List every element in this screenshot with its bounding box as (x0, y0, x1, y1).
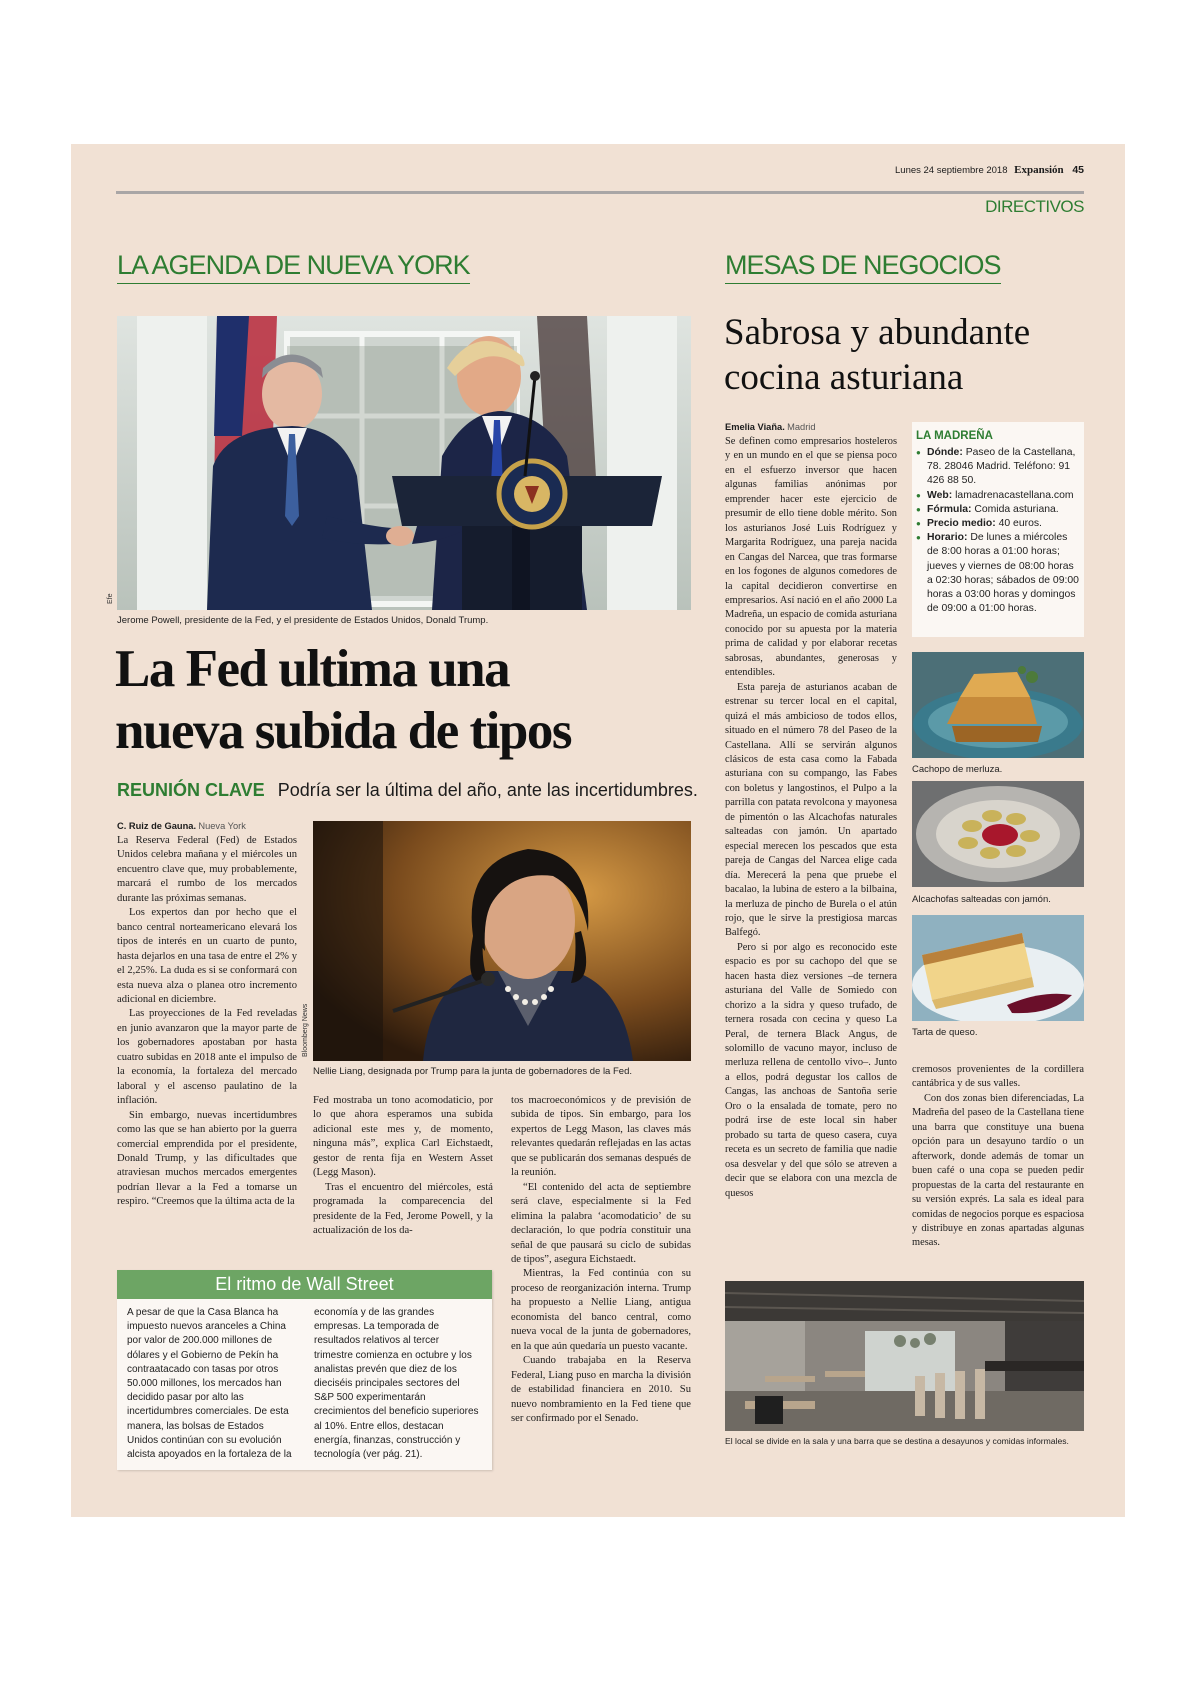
alcachofas-image (912, 781, 1084, 887)
header-date: Lunes 24 septiembre 2018 (895, 165, 1008, 176)
interior-image (725, 1281, 1084, 1431)
interior-caption: El local se divide en la sala y una barra que se destina a desayunos y comidas informales. (725, 1436, 1069, 1446)
right-headline (724, 310, 1030, 400)
right-col1-p3: Pero si por algo es reconocido este espacio es por su cachopo del que se hacen hasta diez versiones –de ternera asturiana del Valle de Somiedo con chorizo a la sidra y queso trufado, de ternera rosada con cecina y queso La Peral, de ternera Black Angus, de solomillo de vacuno mayor, incluso de merluza rellena de centollo vivo–. Junto a ellos, podrá degustar los callos de Cangas, las anchoas de Santoña serie Oro o la ensalada de tomate, pero no podrá irse de este local sin haber probado su tarta de queso casera, cuya receta es un secreto de familia que nadie osa desvelar y del que sólo se atreven a decir que se elabora con una mezcla de quesos (725, 941, 897, 1199)
left-col1-p3: Las proyecciones de la Fed reveladas en junio avanzaron que la mayor parte de los gobernadores apostaban por hasta cuatro subidas en 2018 ante el impulso de la economía, la fortaleza del mercado laboral y el ascenso paulatino de la inflación. (117, 1008, 297, 1107)
tarta-photo (912, 915, 1084, 1021)
left-col3-p2: “El contenido del acta de septiembre será clave, especialmente si la Fed elimina la palabra ‘acomodaticio’ de su declaración, lo que podría constituir una señal de que pausará su ciclo de subidas de tipos”, asegura Eichstaedt. (511, 1181, 691, 1265)
right-byline-author: Emelia Viaña. (725, 422, 785, 432)
newspaper-page (71, 144, 1125, 1517)
info-price: ● Precio medio: 40 euros. (916, 517, 1080, 531)
subhead-text: Podría ser la última del año, ante las incertidumbres. (277, 780, 698, 800)
left-col1-p4: Sin embargo, nuevas incertidumbres como las que se han abierto por la guerra comercial emprendida por el presidente, Donald Trump, y las dificultades que atraviesan muchos mercados emergentes podrían llevar a la Fed a tomarse un respiro. “Creemos que la última acta de la (117, 1109, 297, 1208)
photo2-credit: Bloomberg News (302, 1003, 309, 1057)
byline-place: Nueva York (198, 821, 246, 831)
liang-photo (313, 821, 691, 1061)
cachopo-image (912, 652, 1084, 758)
info-formula: ● Fórmula: Comida asturiana. (916, 503, 1080, 517)
right-article-col1 (725, 435, 897, 1201)
left-col3-p3: Mientras, la Fed continúa con su proceso de reorganización interna. Trump ha propuesto a Nellie Liang, antigua economista del banco central, como nueva vocal de la junta de gobernadores, en la que aún quedaría un puesto vacante. (511, 1268, 691, 1352)
left-article-col1 (117, 834, 297, 1210)
photo1-caption: Jerome Powell, presidente de la Fed, y el presidente de Estados Unidos, Donald Trump. (117, 615, 489, 626)
tarta-caption: Tarta de queso. (912, 1027, 978, 1038)
right-headline-line2: cocina asturiana (724, 357, 964, 398)
right-headline-line1: Sabrosa y abundante (724, 312, 1031, 353)
right-col1-p2: Esta pareja de asturianos acaban de estrenar su tercer local en el capital, quizá el más ambicioso de todos ellos, situado en el número 78 del Paseo de la Castellana. Allí se servirán algunos clásicos de esta casa como la Fabada asturiana con su compango, las Fabes con boletus y langostinos, el Pulpo a la parrilla con patata revolcona y mayonesa de pimentón o las Alcachofas naturales salteadas con jamón. Un apartado especial merecen los pescados que esta pareja de Cangas del Narcea elige cada día. Merecerá la pena que pruebe el bacalao, la lubina de estero a la bilbaina, la merluza de pincho de Burela o el atún rojo, que le sirve la prestigiosa marcas Balfegó. (725, 681, 897, 939)
info-where: ● Dónde: Paseo de la Castellana, 78. 28046 Madrid. Teléfono: 91 426 88 50. (916, 446, 1080, 489)
right-col2-p2: Con dos zonas bien diferenciadas, La Madreña del paseo de la Castellana tiene una barra que constituye una buena opción para un desayuno tardío o un afterwork, donde además de tomar un buen café o una copa se pueden pedir propuestas de la carta del restaurante en su versión exprés. La sala es ideal para comidas de negocios porque es espaciosa y distribuye en zonas apartadas algunas mesas. (912, 1092, 1084, 1249)
sidebar-col2: economía y de las grandes empresas. La temporada de resultados relativos al tercer trimestre comienza en octubre y los analistas prevén que diez de los dieciséis principales sectores del S&P 500 experimentarán crecimientos del beneficio superiores al 10%. Entre ellos, destacan energía, finanzas, construcción y tecnología (ver pág. 21). (314, 1307, 479, 1461)
kicker: REUNIÓN CLAVE (117, 780, 265, 800)
sidebar-title: El ritmo de Wall Street (117, 1270, 492, 1299)
left-article-col3 (511, 1094, 691, 1426)
left-col1-p2: Los expertos dan por hecho que el banco central norteamericano elevará los tipos de interés en un cuarto de punto, hasta dejarlos en una tasa de entre el 2% y el 2,25%. La duda es si se conformará con esta nueva alza o planea otro incremento adicional en diciembre. (117, 907, 297, 1005)
cachopo-caption: Cachopo de merluza. (912, 764, 1003, 775)
liang-image (313, 821, 691, 1061)
page-header (895, 164, 1084, 176)
section-label: DIRECTIVOS (985, 197, 1084, 216)
infobox-title: LA MADREÑA (916, 430, 993, 442)
photo1-credit: Efe (107, 593, 114, 604)
restaurant-infobox (912, 422, 1084, 637)
right-byline-place: Madrid (787, 422, 816, 432)
left-col3-p4: Cuando trabajaba en la Reserva Federal, Liang puso en marcha la división de estabilidad financiera en 2010. Su nuevo nombramiento en la Fed tiene que ser confirmado por el Senado. (511, 1355, 691, 1424)
left-col1-p1: La Reserva Federal (Fed) de Estados Unidos celebra mañana y el miércoles un encuentro clave que, muy probablemente, marcará el rumbo de los mercados durante las próximas semanas. (117, 835, 297, 904)
left-subhead (117, 780, 698, 801)
right-section-title: MESAS DE NEGOCIOS (725, 250, 1001, 284)
left-section-title: LA AGENDA DE NUEVA YORK (117, 250, 470, 284)
left-col2-p2: Tras el encuentro del miércoles, está programada la comparecencia del presidente de la Fed, Jerome Powell, y la actualización de los da- (313, 1181, 493, 1237)
right-article-col2 (912, 1063, 1084, 1251)
right-col2-p1: cremosos provenientes de la cordillera cantábrica y de sus valles. (912, 1064, 1084, 1090)
info-web: ● Web: lamadrenacastellana.com (916, 489, 1080, 503)
alcachofas-photo (912, 781, 1084, 887)
powell-trump-photo (117, 316, 691, 610)
infobox-list (916, 446, 1080, 616)
right-byline (725, 422, 816, 433)
byline-author: C. Ruiz de Gauna. (117, 821, 197, 831)
cachopo-photo (912, 652, 1084, 758)
interior-photo (725, 1281, 1084, 1431)
page-number: 45 (1072, 164, 1084, 176)
left-byline (117, 821, 246, 832)
left-headline-line2: nueva subida de tipos (115, 702, 571, 760)
info-hours: ● Horario: De lunes a miércoles de 8:00 horas a 01:00 horas; jueves y viernes de 08:00 horas a 02:30 horas; sábados de 09:00 horas a 03:00 horas y domingos de 09:00 a 01:00 horas. (916, 531, 1080, 616)
publication-name: Expansión (1014, 164, 1064, 176)
wall-street-sidebar (117, 1270, 492, 1470)
header-rule (116, 191, 1084, 194)
right-col1-p1: Se definen como empresarios hosteleros y en un mundo en el que se piensa poco en el esfuerzo inversor que hacen algunas familias anónimas por emprender hacer este ejercicio de presumir de ello tiene doble mérito. Son los asturianos José Luis Rodríguez y Margarita Rodríguez, una pareja nacida en Cangas del Narcea, que tras formarse en los fogones de algunos comedores de la capital decidieron convertirse en empresarios. Así nació en el año 2000 La Madreña, un espacio de comida asturiana conocido por su apuesta por la materia prima de calidad y por elaborar recetas sabrosas, abundantes, generosas y entendibles. (725, 436, 897, 679)
left-col3-p1: tos macroeconómicos y de previsión de subida de tipos. Sin embargo, para los expertos de Legg Mason, las claves más relevantes quedarán reflejadas en las actas que se publicarán dos semanas después de la reunión. (511, 1095, 691, 1179)
tarta-image (912, 915, 1084, 1021)
photo2-caption: Nellie Liang, designada por Trump para la junta de gobernadores de la Fed. (313, 1066, 632, 1077)
left-col2-p1: Fed mostraba un tono acomodaticio, por lo que ahora esperamos una subida adicional este mes y, de momento, ninguna más”, explica Carl Eichstaedt, gestor de renta fija en Western Asset (Legg Mason). (313, 1095, 493, 1179)
alcachofas-caption: Alcachofas salteadas con jamón. (912, 894, 1051, 905)
left-article-col2 (313, 1094, 493, 1239)
sidebar-col1: A pesar de que la Casa Blanca ha impuesto nuevos aranceles a China por valor de 200.000 millones de dólares y el Gobierno de Pekín ha contraatacado con tasas por otros 50.000 millones, los mercados han decidido pasar por alto las incertidumbres comerciales. De esta manera, las bolsas de Estados Unidos continúan con su evolución alcista apoyados en la fortaleza de la (127, 1307, 292, 1461)
powell-trump-image (117, 316, 691, 610)
left-headline-line1: La Fed ultima una (115, 640, 510, 698)
left-headline (115, 638, 571, 762)
